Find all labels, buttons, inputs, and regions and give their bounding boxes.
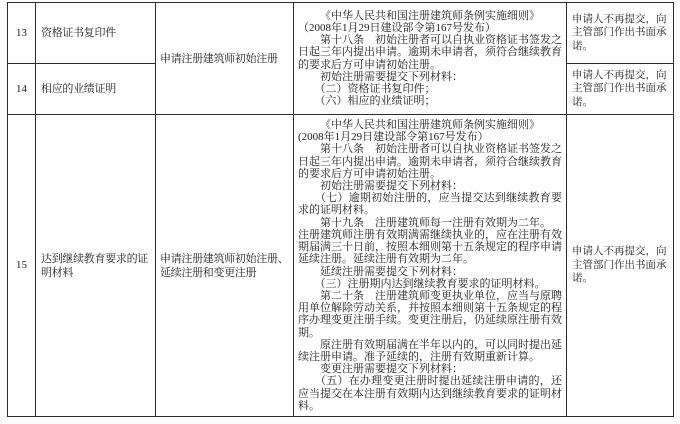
registration-type-cell: 申请注册建筑师初始注册、延续注册和变更注册 — [156, 115, 294, 417]
legal-paragraph: 变更注册需要提交下列材料： — [298, 363, 463, 376]
legal-paragraph: （二）资格证书复印件； — [298, 82, 436, 95]
commitment-note-cell: 申请人不再提交，向主管部门作出书面承诺。 — [567, 115, 674, 417]
row-number: 15 — [8, 115, 36, 417]
legal-paragraph: 延续注册需要提交下列材料： — [298, 265, 463, 278]
table-row-13 — [8, 3, 674, 64]
material-name-cell: 相应的业绩证明 — [36, 64, 156, 115]
legal-paragraph: 第十八条 初始注册者可以自执业资格证书签发之日起三年内提出申请。逾期未申请者，须符合继续教育的要求后方可申请初始注册。 — [298, 143, 562, 180]
legal-paragraph: 初始注册需要提交下列材料： — [298, 70, 463, 83]
row-number: 14 — [8, 64, 36, 115]
legal-paragraph: 注册建筑师注册有效期满需继续执业的，应在注册有效期届满三十日前，按照本细则第十五条规定的程序申请延续注册。延续注册有效期为二年。 — [298, 228, 562, 266]
material-name-cell: 资格证书复印件 — [36, 3, 156, 64]
legal-basis-cell — [294, 3, 567, 115]
legal-paragraph: 《中华人民共和国注册建筑师条例实施细则》 — [320, 9, 540, 22]
legal-paragraph: （五）在办理变更注册时提出延续注册申请的，还应当提交在本注册有效期内达到继续教育要求的证明材料。 — [298, 375, 562, 412]
legal-paragraph: （六）相应的业绩证明； — [298, 95, 436, 108]
legal-paragraph: （七）逾期初始注册的，应当提交达到继续教育要求的证明材料。 — [298, 192, 562, 217]
legal-basis-cell — [294, 115, 567, 417]
legal-paragraph: 《中华人民共和国注册建筑师条例实施细则》 — [320, 119, 540, 132]
legal-paragraph: (2008年1月29日建设部令第167号发布） — [298, 131, 489, 144]
commitment-note-cell: 申请人不再提交，向主管部门作出书面承诺。 — [567, 3, 674, 64]
legal-paragraph: 第十八条 初始注册者可以自执业资格证书签发之日起三年内提出申请。逾期未申请者，须符合继续教育的要求后方可申请初始注册。 — [298, 34, 562, 71]
legal-paragraph: （三）注册期内达到继续教育要求的证明材料。 — [298, 277, 546, 290]
legal-paragraph: 第二十条 注册建筑师变更执业单位，应当与原聘用单位解除劳动关系，并按照本细则第十五条规定的程序办理变更注册手续。变更注册后，仍延续原注册有效期。 — [298, 289, 562, 339]
approval-materials-table — [7, 2, 674, 417]
commitment-note-cell: 申请人不再提交，向主管部门作出书面承诺。 — [567, 64, 674, 115]
material-name-cell: 达到继续教育要求的证明材料 — [36, 115, 156, 417]
legal-paragraph: 初始注册需要提交下列材料： — [298, 180, 463, 193]
legal-paragraph: 第十九条 注册建筑师每一注册有效期为二年。 — [298, 216, 551, 229]
legal-paragraph: 原注册有效期届满在半年以内的，可以同时提出延续注册申请。准予延续的，注册有效期重新计算。 — [298, 338, 562, 363]
row-number: 13 — [8, 3, 36, 64]
registration-type-cell: 申请注册建筑师初始注册 — [156, 3, 294, 115]
table-row-15 — [8, 115, 674, 417]
legal-paragraph: （2008年1月29日建设部令第167号发布） — [298, 21, 496, 34]
